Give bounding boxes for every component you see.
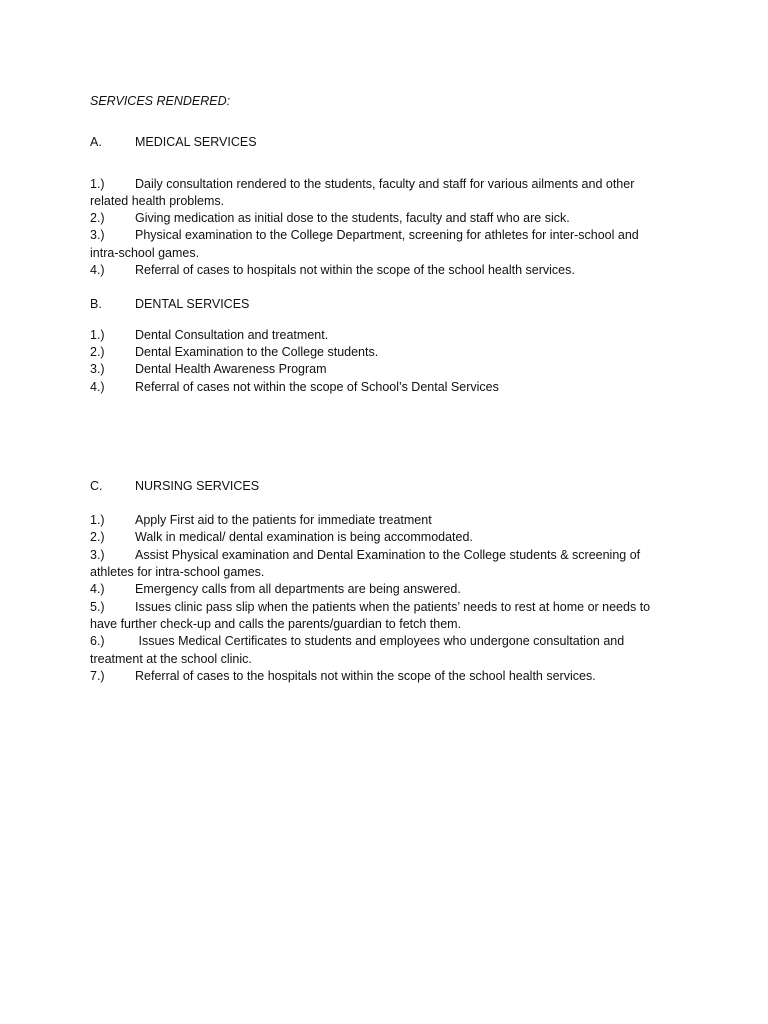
spacer xyxy=(90,396,670,478)
list-item xyxy=(90,327,670,344)
section-nursing-services xyxy=(90,478,670,685)
item-number: 3.) xyxy=(90,228,105,243)
section-heading xyxy=(90,296,670,313)
section-letter: A. xyxy=(90,135,102,150)
section-title: MEDICAL SERVICES xyxy=(135,135,257,150)
list-item xyxy=(90,529,670,546)
item-text: Referral of cases not within the scope of School’s Dental Services xyxy=(135,379,499,394)
item-number: 3.) xyxy=(90,547,105,562)
item-number: 1.) xyxy=(90,176,105,191)
item-number: 4.) xyxy=(90,379,105,394)
section-title: DENTAL SERVICES xyxy=(135,297,250,312)
list-item xyxy=(90,379,670,396)
item-text: Issues clinic pass slip when the patients when the patients’ needs to rest at home or needs to have further check-up and calls the parents/guardian to fetch them. xyxy=(90,599,651,631)
item-text: Issues Medical Certificates to students and employees who undergone consultation and treatment at the school clinic. xyxy=(90,634,625,666)
item-number: 3.) xyxy=(90,362,105,377)
dental-services-list xyxy=(90,327,670,396)
item-text: Referral of cases to the hospitals not within the scope of the school health services. xyxy=(135,668,596,683)
section-medical-services xyxy=(90,134,670,279)
item-text: Physical examination to the College Department, screening for athletes for inter-school and intra-school games. xyxy=(90,228,639,260)
item-number: 1.) xyxy=(90,513,105,528)
list-item xyxy=(90,344,670,361)
section-title: NURSING SERVICES xyxy=(135,478,260,493)
section-dental-services xyxy=(90,296,670,395)
item-text: Referral of cases to hospitals not within the scope of the school health services. xyxy=(135,263,575,278)
document-page xyxy=(90,93,670,685)
item-text: Giving medication as initial dose to the students, faculty and staff who are sick. xyxy=(135,211,570,226)
item-number: 7.) xyxy=(90,668,105,683)
item-number: 2.) xyxy=(90,211,105,226)
item-text: Daily consultation rendered to the students, faculty and staff for various ailments and other related health problems. xyxy=(90,176,635,208)
spacer xyxy=(90,279,670,296)
list-item xyxy=(90,361,670,378)
item-number: 5.) xyxy=(90,599,105,614)
item-number: 1.) xyxy=(90,327,105,342)
item-text: Dental Consultation and treatment. xyxy=(135,327,329,342)
item-number: 4.) xyxy=(90,582,105,597)
list-item xyxy=(90,210,670,227)
item-number: 2.) xyxy=(90,344,105,359)
list-item xyxy=(90,633,670,668)
list-item xyxy=(90,227,670,262)
medical-services-list xyxy=(90,176,670,280)
list-item xyxy=(90,262,670,279)
item-text: Dental Examination to the College students. xyxy=(135,344,379,359)
item-number: 4.) xyxy=(90,263,105,278)
list-item xyxy=(90,512,670,529)
section-letter: B. xyxy=(90,297,102,312)
list-item xyxy=(90,668,670,685)
item-number: 6.) xyxy=(90,634,105,649)
list-item xyxy=(90,581,670,598)
section-heading xyxy=(90,478,670,495)
item-text: Dental Health Awareness Program xyxy=(135,362,327,377)
list-item xyxy=(90,599,670,634)
item-text: Emergency calls from all departments are being answered. xyxy=(135,582,461,597)
section-letter: C. xyxy=(90,478,103,493)
item-text: Assist Physical examination and Dental Examination to the College students & screening of athletes for intra-school games. xyxy=(90,547,641,580)
list-item xyxy=(90,547,670,582)
item-text: Walk in medical/ dental examination is being accommodated. xyxy=(135,530,473,545)
nursing-services-list xyxy=(90,512,670,685)
document-title: SERVICES RENDERED: xyxy=(90,94,231,108)
list-item xyxy=(90,176,670,211)
item-number: 2.) xyxy=(90,530,105,545)
section-heading xyxy=(90,134,670,151)
item-text: Apply First aid to the patients for immediate treatment xyxy=(135,513,432,528)
